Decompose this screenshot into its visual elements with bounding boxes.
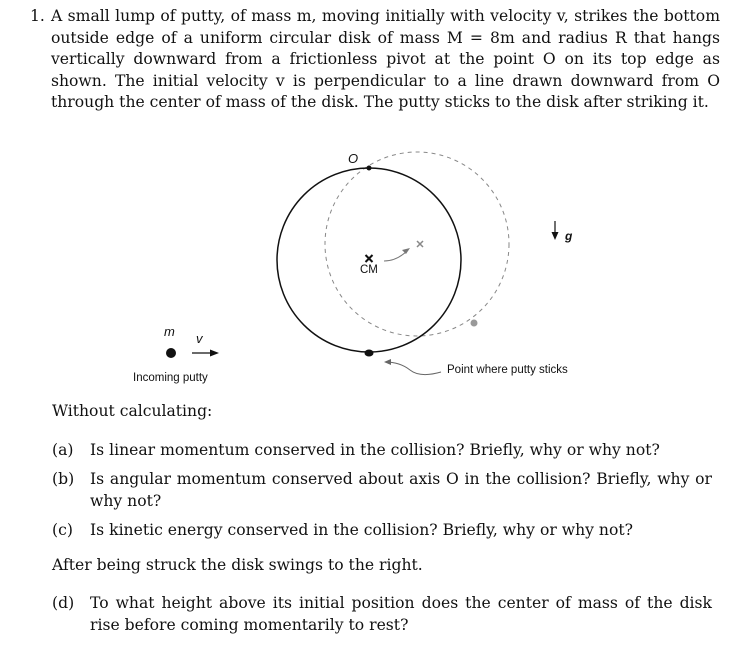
question-a — [52, 440, 712, 462]
gravity-label: g — [565, 229, 573, 243]
cm-swing-arrowhead — [402, 248, 410, 254]
question-tag: (d) — [52, 594, 75, 612]
velocity-label: v — [196, 331, 203, 346]
question-b — [52, 469, 712, 512]
stick-point-label: Point where putty sticks — [447, 364, 568, 376]
mass-label: m — [164, 324, 175, 339]
putty-on-disk — [365, 350, 374, 357]
pivot-label: O — [348, 151, 359, 166]
question-tag: (c) — [52, 521, 73, 539]
physics-diagram — [0, 140, 737, 400]
question-d — [52, 593, 712, 636]
question-c — [52, 520, 712, 542]
disk-outline — [277, 168, 461, 352]
stick-leader-head — [384, 359, 391, 365]
displaced-cm-marker — [417, 241, 423, 247]
incoming-putty — [166, 348, 176, 358]
question-text: Is linear momentum conserved in the collision? Briefly, why or why not? — [90, 441, 660, 459]
question-tag: (b) — [52, 470, 75, 488]
problem-statement — [30, 6, 720, 114]
question-text: Is kinetic energy conserved in the collision? Briefly, why or why not? — [90, 521, 633, 539]
without-calculating: Without calculating: — [52, 402, 213, 420]
question-text: Is angular momentum conserved about axis O in the collision? Briefly, why or why not? — [90, 470, 712, 510]
pivot-point — [367, 166, 372, 171]
problem-text: A small lump of putty, of mass m, moving initially with velocity v, strikes the bottom outside edge of a uniform circular disk of mass M = 8m and radius R that hangs vertically downward from a frictionless pivot at the point O on its top edge as shown. The initial velocity v is perpendicular to a line drawn downward from O through the center of mass of the disk. The putty sticks to the disk after striking it. — [51, 7, 720, 111]
question-tag: (a) — [52, 441, 74, 459]
swung-disk-outline — [325, 152, 509, 336]
incoming-putty-label: Incoming putty — [133, 372, 208, 384]
stick-leader — [385, 362, 441, 375]
gravity-arrowhead — [552, 232, 559, 240]
cm-label: CM — [360, 264, 378, 276]
putty-swung — [471, 320, 478, 327]
problem-number: 1. — [30, 7, 45, 25]
velocity-arrowhead — [210, 350, 219, 357]
question-text: To what height above its initial position does the center of mass of the disk rise before coming momentarily to rest? — [90, 594, 712, 634]
after-text: After being struck the disk swings to the right. — [52, 556, 423, 574]
cm-marker — [366, 255, 373, 262]
